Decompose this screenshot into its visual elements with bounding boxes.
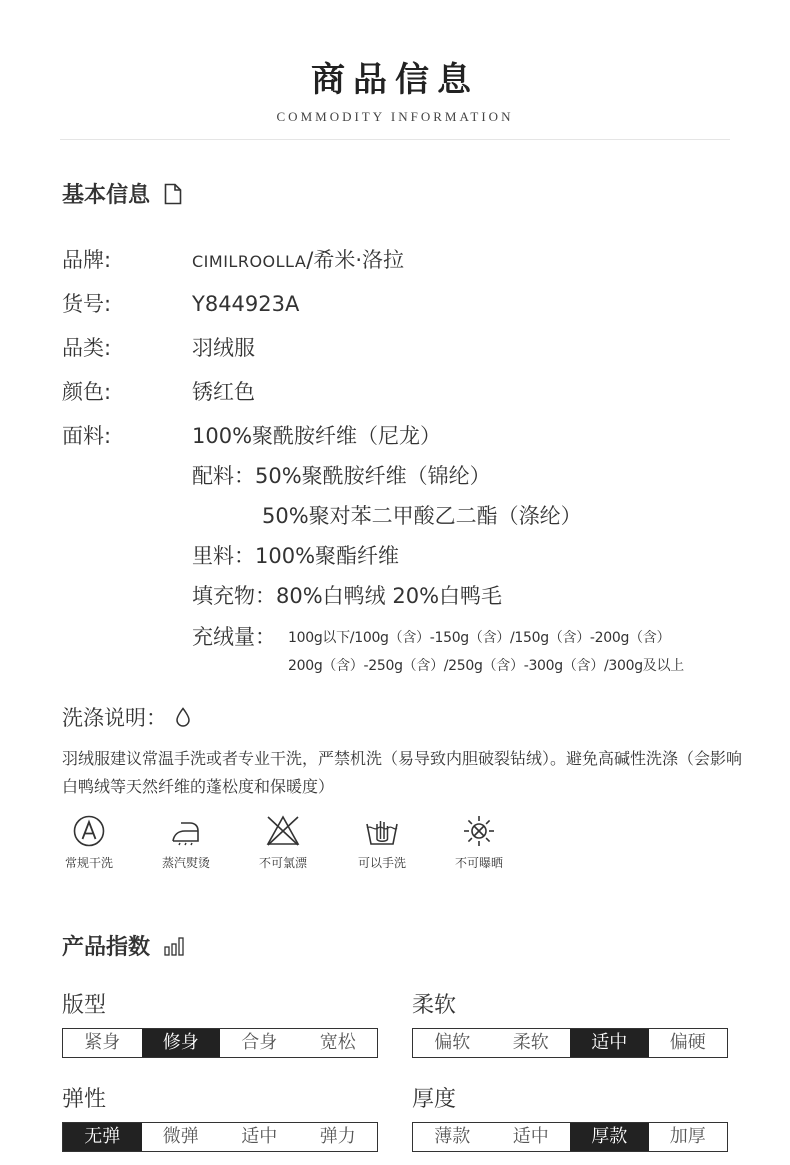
brand-value xyxy=(192,246,404,276)
no-sun-dry-icon xyxy=(462,814,496,848)
page-title: 商品信息 xyxy=(311,60,479,100)
softness-option: 适中 xyxy=(570,1029,649,1057)
elasticity-option: 弹力 xyxy=(319,1126,356,1147)
thickness-option: 薄款 xyxy=(434,1126,471,1147)
care-label-dry-clean: 常规干洗 xyxy=(64,856,113,870)
thickness-scale xyxy=(412,1122,728,1152)
care-symbol-dry-clean xyxy=(44,814,134,871)
washing-title: 洗涤说明： xyxy=(62,706,167,730)
fill-amount-line-1: 100g以下/100g（含）-150g（含）/150g（含）-200g（含） xyxy=(288,630,671,646)
fit-label: 版型 xyxy=(62,993,107,1018)
softness-label: 柔软 xyxy=(412,993,457,1018)
fit-option: 合身 xyxy=(241,1032,278,1053)
brand-value-en: CIMILROOLLA xyxy=(192,252,307,271)
brand-label: 品牌: xyxy=(62,248,112,272)
sku-value: Y844923A xyxy=(192,292,300,316)
lining-trim-line-2: 50%聚对苯二甲酸乙二酯（涤纶） xyxy=(262,504,582,528)
fabric-value: 100%聚酰胺纤维（尼龙） xyxy=(192,424,442,448)
page-header xyxy=(0,52,790,125)
softness-option: 偏软 xyxy=(434,1032,471,1053)
header-divider xyxy=(60,139,730,140)
filling-line: 填充物：80%白鸭绒 20%白鸭毛 xyxy=(192,584,503,608)
softness-option: 柔软 xyxy=(512,1032,549,1053)
elasticity-option: 微弹 xyxy=(162,1126,199,1147)
fit-option: 紧身 xyxy=(84,1032,121,1053)
fill-amount-line-2: 200g（含）-250g（含）/250g（含）-300g（含）/300g及以上 xyxy=(288,658,684,674)
steam-iron-icon xyxy=(169,814,203,848)
elasticity-option: 无弹 xyxy=(63,1123,142,1151)
thickness-option: 加厚 xyxy=(669,1126,706,1147)
care-symbol-no-bleach xyxy=(238,814,328,871)
care-label-hand-wash: 可以手洗 xyxy=(357,856,406,870)
category-label: 品类: xyxy=(62,336,112,360)
fit-scale xyxy=(62,1028,378,1058)
elasticity-option: 适中 xyxy=(241,1126,278,1147)
product-index-title: 产品指数 xyxy=(62,935,151,960)
water-drop-icon xyxy=(175,707,191,727)
sku-label: 货号: xyxy=(62,292,112,316)
product-index-heading xyxy=(62,930,186,961)
fit-option: 修身 xyxy=(142,1029,221,1057)
thickness-label: 厚度 xyxy=(412,1087,457,1112)
color-value: 锈红色 xyxy=(192,380,255,404)
basic-info-heading xyxy=(62,178,182,209)
no-bleach-icon xyxy=(265,814,301,848)
washing-heading xyxy=(62,702,191,732)
care-label-steam-iron: 蒸汽熨烫 xyxy=(161,856,210,870)
bar-chart-icon xyxy=(164,936,186,956)
elasticity-scale xyxy=(62,1122,378,1152)
washing-description: 羽绒服建议常温手洗或者专业干洗，严禁机洗（易导致内胆破裂钻绒）。避免高碱性洗涤（会影响白鸭绒等天然纤维的蓬松度和保暖度） xyxy=(62,749,743,796)
lining-line: 里料：100%聚酯纤维 xyxy=(192,544,400,568)
category-value: 羽绒服 xyxy=(192,336,255,360)
care-symbol-steam-iron xyxy=(141,814,231,871)
care-label-no-sun-dry: 不可曝晒 xyxy=(454,856,503,870)
document-icon xyxy=(164,183,182,205)
basic-info-title: 基本信息 xyxy=(62,183,151,208)
fabric-label: 面料: xyxy=(62,424,112,448)
care-label-no-bleach: 不可氯漂 xyxy=(258,856,307,870)
softness-option: 偏硬 xyxy=(669,1032,706,1053)
elasticity-label: 弹性 xyxy=(62,1087,107,1112)
brand-value-cn: /希米·洛拉 xyxy=(306,248,405,272)
care-symbol-no-sun-dry xyxy=(434,814,524,871)
thickness-option: 适中 xyxy=(512,1126,549,1147)
lining-trim-line: 配料：50%聚酰胺纤维（锦纶） xyxy=(192,464,491,488)
softness-scale xyxy=(412,1028,728,1058)
fit-option: 宽松 xyxy=(319,1032,356,1053)
dry-clean-icon xyxy=(72,814,106,848)
hand-wash-icon xyxy=(364,814,400,848)
care-symbol-hand-wash xyxy=(337,814,427,871)
fill-amount-label: 充绒量： xyxy=(192,625,276,649)
color-label: 颜色: xyxy=(62,380,112,404)
page-subtitle: COMMODITY INFORMATION xyxy=(276,109,514,124)
thickness-option: 厚款 xyxy=(570,1123,649,1151)
